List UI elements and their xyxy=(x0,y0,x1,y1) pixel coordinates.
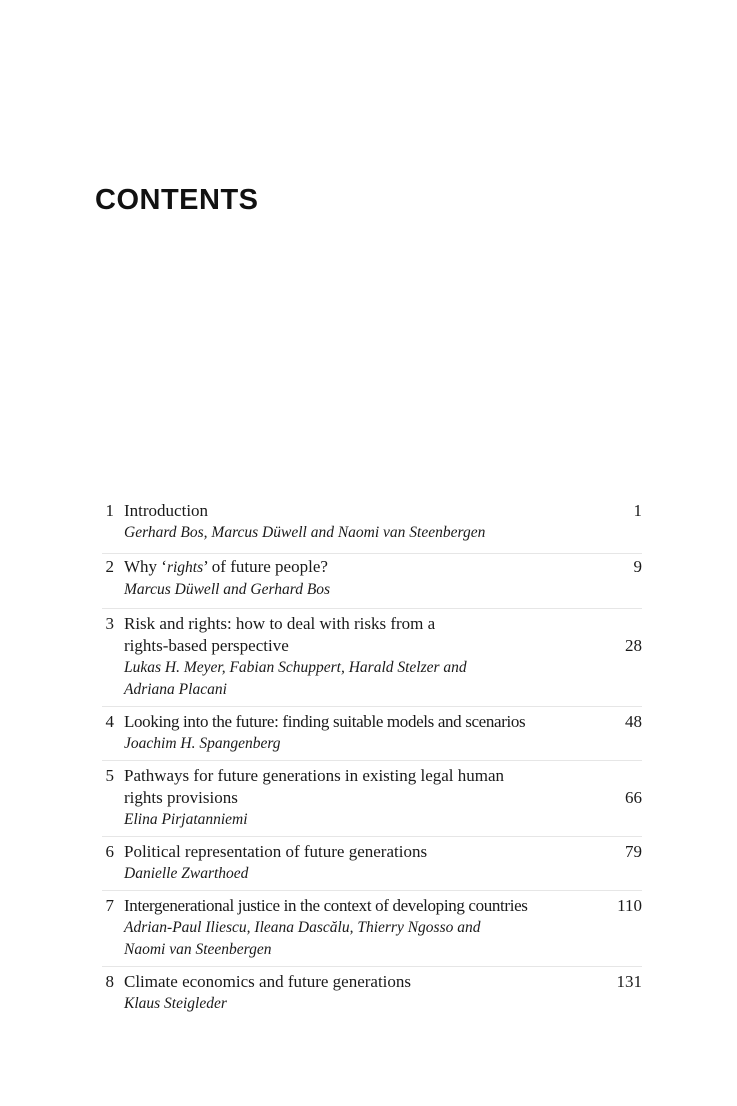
title-italic: rights xyxy=(166,559,204,576)
chapter-title-line: Pathways for future generations in existing legal human xyxy=(124,766,505,785)
chapter-authors-line: Lukas H. Meyer, Fabian Schuppert, Harald Stelzer and xyxy=(124,659,467,676)
toc-entry-3[interactable] xyxy=(102,608,642,706)
chapter-title: Looking into the future: finding suitable models and scenarios xyxy=(124,712,526,731)
chapter-authors: Marcus Düwell and Gerhard Bos xyxy=(124,581,331,598)
chapter-number: 7 xyxy=(105,896,114,915)
chapter-number: 5 xyxy=(105,766,114,785)
page-number: 110 xyxy=(617,896,642,915)
page-number: 48 xyxy=(625,712,642,731)
chapter-title-line: Risk and rights: how to deal with risks from a xyxy=(124,614,436,633)
page-number: 28 xyxy=(625,636,642,655)
chapter-number: 2 xyxy=(105,557,114,576)
chapter-number: 1 xyxy=(105,501,114,520)
chapter-authors: Klaus Steigleder xyxy=(124,995,227,1012)
chapter-authors-line: Adriana Placani xyxy=(124,681,227,698)
contents-heading: CONTENTS xyxy=(95,184,259,216)
toc-entry-6[interactable] xyxy=(102,836,642,890)
chapter-title: Introduction xyxy=(124,501,209,520)
chapter-authors-line: Naomi van Steenbergen xyxy=(124,941,272,958)
chapter-authors: Danielle Zwarthoed xyxy=(124,865,249,882)
toc-entry-2[interactable] xyxy=(102,553,642,608)
chapter-authors: Joachim H. Spangenberg xyxy=(124,735,281,752)
chapter-title-line: rights-based perspective xyxy=(124,636,289,655)
chapter-title: Intergenerational justice in the context of developing countries xyxy=(124,896,528,915)
chapter-number: 4 xyxy=(105,712,114,731)
chapter-number: 8 xyxy=(105,972,114,991)
title-suffix: ’ of future people? xyxy=(203,557,328,576)
page-number: 131 xyxy=(616,972,642,991)
toc-entry-8[interactable] xyxy=(102,966,642,1020)
page-number: 79 xyxy=(625,842,642,861)
toc-entry-4[interactable] xyxy=(102,706,642,760)
chapter-number: 6 xyxy=(105,842,114,861)
toc-entry-5[interactable] xyxy=(102,760,642,836)
toc-entry-1[interactable] xyxy=(102,500,642,553)
chapter-title xyxy=(124,556,586,579)
page-number: 66 xyxy=(625,788,642,807)
page-number: 1 xyxy=(633,501,642,520)
chapter-authors-line: Adrian-Paul Iliescu, Ileana Dascălu, Thierry Ngosso and xyxy=(124,919,481,936)
chapter-title: Political representation of future generations xyxy=(124,842,428,861)
chapter-authors: Gerhard Bos, Marcus Düwell and Naomi van Steenbergen xyxy=(124,524,486,541)
table-of-contents xyxy=(102,500,642,1020)
chapter-number: 3 xyxy=(105,614,114,633)
page-number: 9 xyxy=(633,557,642,576)
title-prefix: Why ‘ xyxy=(124,557,167,576)
toc-entry-7[interactable] xyxy=(102,890,642,966)
chapter-authors: Elina Pirjatanniemi xyxy=(124,811,248,828)
chapter-title-line: rights provisions xyxy=(124,788,238,807)
chapter-title: Climate economics and future generations xyxy=(124,972,412,991)
